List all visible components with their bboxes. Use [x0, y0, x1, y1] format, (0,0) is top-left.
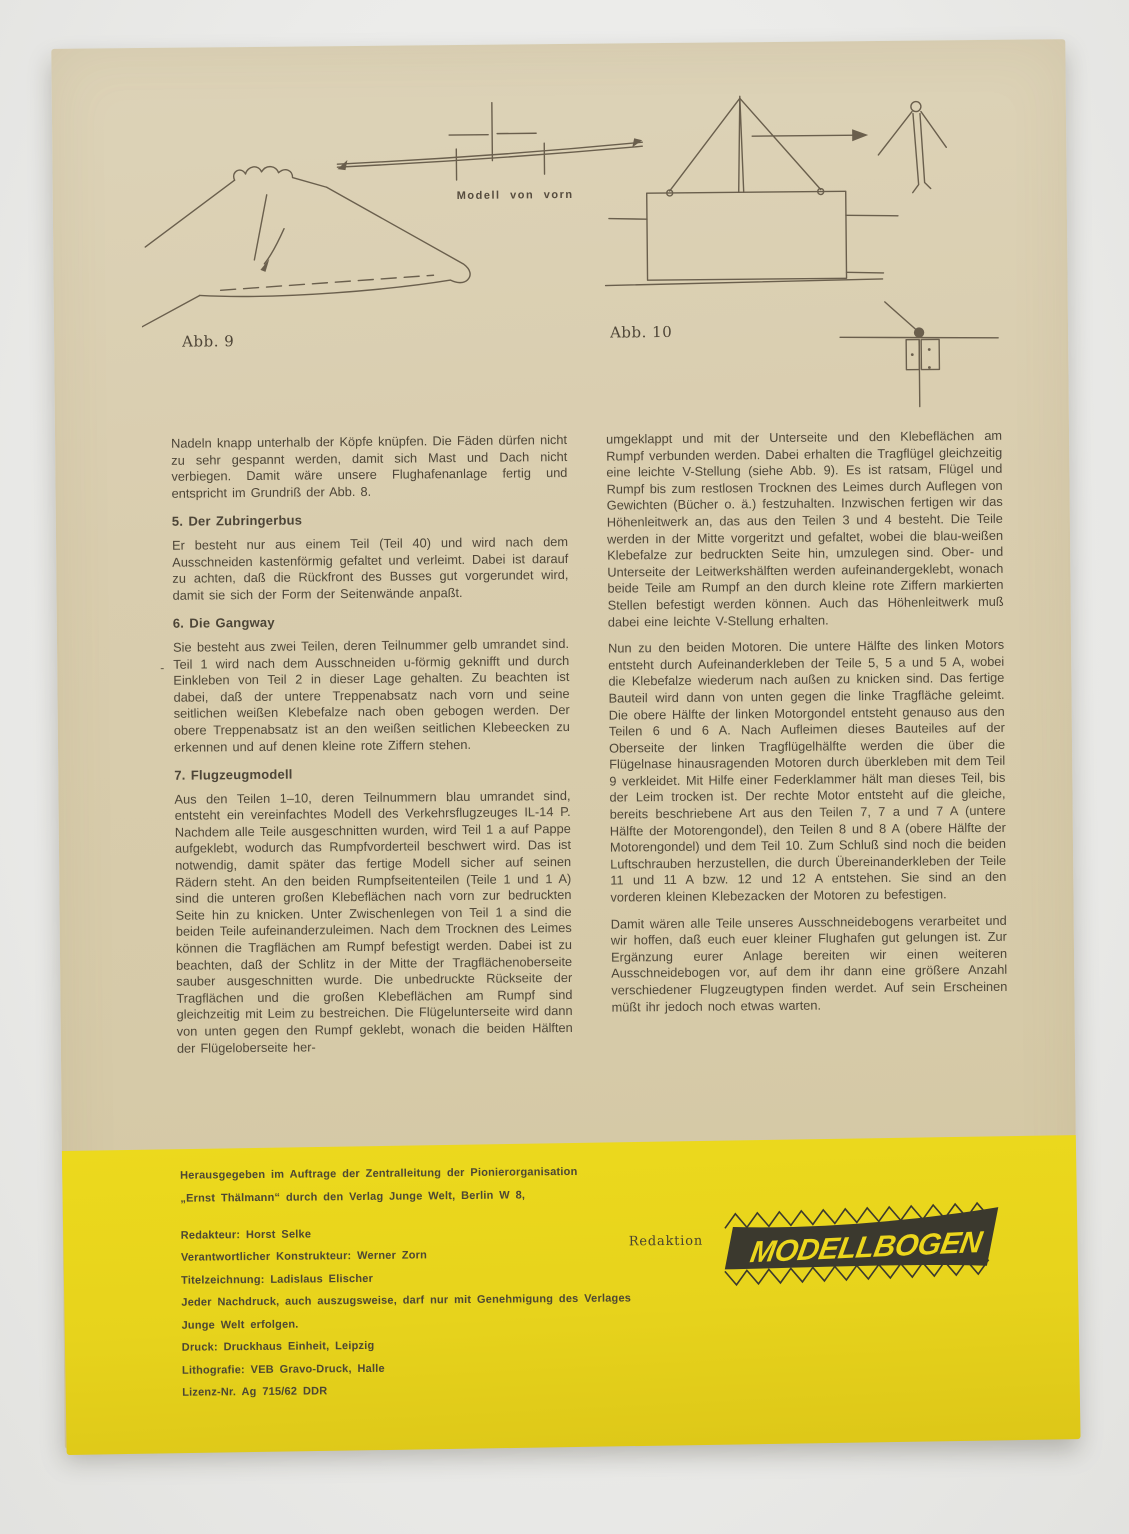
imprint-line: Junge Welt erfolgen.: [181, 1318, 299, 1332]
imprint-line: Verantwortlicher Konstrukteur: Werner Zorn: [180, 1249, 428, 1264]
figure-10-label: Abb. 10: [609, 322, 673, 342]
paragraph: Damit wären alle Teile unseres Ausschneidebogens verarbeitet und wir hoffen, daß euch euer kleiner Flughafen gut gelungen ist. Zur Ergänzung eurer Anlage bereiten wir einen weiteren Ausschneidebogen vor, auf dem ihr dann eine größere Anzahl verschiedener Flugzeugtypen finden werdet. Auf sein Erscheinen müßt ihr jedoch noch etwas warten.: [610, 912, 1008, 1015]
logo-text: MODELLBOGEN: [747, 1226, 985, 1270]
assembly-diagrams: [140, 73, 1035, 416]
imprint-block: [180, 1165, 662, 1409]
modellbogen-logo: [715, 1198, 1012, 1291]
section-heading-zubringerbus: 5. Der Zubringerbus: [171, 512, 303, 530]
figure-9-wing-sketch: [140, 165, 471, 330]
paragraph: Nadeln knapp unterhalb der Köpfe knüpfen. Die Fäden dürfen nicht zu sehr gespannt werden, damit sich Mast und Dach nicht verbiegen. Damit wäre unsere Flughafenanlage fertig und entspricht im Grundriß der Abb. 8.: [171, 431, 568, 501]
imprint-line: Redakteur: Horst Selke: [180, 1227, 312, 1242]
figure-knot-detail: [878, 101, 947, 193]
redaktion-label: Redaktion: [628, 1233, 704, 1250]
section-heading-gangway: 6. Die Gangway: [172, 615, 275, 632]
figure-10-building-sketch: [604, 95, 899, 286]
paragraph: Nun zu den beiden Motoren. Die untere Hälfte des linken Motors entsteht durch Aufeinanderkleben der Teile 5, 5 a und 5 A, wobei die Klebefalze wiederum nach außen zu knicken sind. Das fertige Bauteil wird dann von unten gegen die linke Tragfläche geleimt. Die obere Hälfte der linken Motorgondel entsteht genauso aus den Teilen 6 und 6 A. Nach Aufleimen dieses Bauteiles auf der Oberseite der linken Tragflügelhälfte werden die über die Flügelnase hinausragenden Motoren durch überkleben mit dem Teil 9 verkleidet. Mit Hilfe einer Federklammer hält man dieses Teil, bis der Leim trocken ist. Der rechte Motor entsteht auf die gleiche, bereits beschriebene Art aus den Teilen 7, 7 a und 7 A (untere Hälfte der Motorengondel), den Teilen 8 und 8 A (obere Hälfte der Motorengondel) und dem Teil 10. Zum Schluß sind noch die beiden Luftschrauben herzustellen, die durch Übereinanderkleben der Teile 11 und 11 A bzw. 12 und 12 A entstehen. Sie sind an den vorderen kleinen Klebezacken der Motoren zu befestigen.: [608, 636, 1007, 905]
section-heading-flugzeugmodell: 7. Flugzeugmodell: [174, 766, 293, 783]
paper-sheet: [51, 39, 1078, 1449]
imprint-line: Titelzeichnung: Ladislaus Elischer: [181, 1272, 374, 1287]
imprint-line: Lithografie: VEB Gravo-Druck, Halle: [181, 1362, 385, 1377]
paragraph: Aus den Teilen 1–10, deren Teilnummern blau umrandet sind, entsteht ein vereinfachtes Modell des Verkehrsflugzeuges IL-14 P. Nachdem alle Teile ausgeschnitten wurden, wird Teil 1 a auf Pappe aufgeklebt, wodurch das Rumpfvorderteil beschwert wird. Das ist notwendig, damit später das fertige Modell sicher auf seinen Rädern steht. An den beiden Rumpfseitenteilen (Teile 1 und 1 A) sind die unteren großen Klebeflächen nach vorn zur bedruckten Seite hin zu knicken. Unter Zwischenlegen von Teil 1 a sind die beiden Teile aufeinanderzuleimen. Nach dem Trocknen des Leimes können die Tragflächen am Rumpf befestigt werden. Dabei ist zu beachten, daß der Schlitz in der Mitte der Tragflächenoberseite sauber ausgeschnitten wurde. Die unbedruckte Rückseite der Tragflächen und die großen Klebeflächen am Rumpf sind gleichzeitig mit Leim zu bestreichen. Die Flügelunterseite wird dann von unten gegen den Rumpf geklebt, wonach die beiden Hälften der Flügeloberseite her-: [174, 787, 573, 1056]
front-view-caption: Modell von vorn: [456, 188, 574, 203]
imprint-line: Lizenz-Nr. Ag 715/62 DDR: [182, 1385, 328, 1399]
imprint-line: Herausgegeben im Auftrage der Zentralleitung der Pionierorganisation: [180, 1165, 578, 1182]
paragraph: umgeklappt und mit der Unterseite und den Klebeflächen am Rumpf verbunden werden. Dabei erhalten die Tragflügel gleichzeitig eine leichte V-Stellung (siehe Abb. 9). Es ist ratsam, Flügel und Rumpf bis zum restlosen Trocknen des Leimes durch Auflegen von Gewichten (Bücher o. ä.) festzuhalten. Inzwischen fertigen wir das Höhenleitwerk an, das aus den Teilen 3 und 4 besteht. Die Teile werden in der Mitte vorgeritzt und gefaltet, wobei die blau-weißen Klebefalze zur bedruckten Seite hin, umzulegen sind. Ober- und Unterseite der Leitwerkshälften werden aufeinandergeklebt, wonach beide Teile am Rumpf an den durch kleine rote Ziffern markierten Stellen befestigt werden können. Auch das Höhenleitwerk muß dabei eine leichte V-Stellung erhalten.: [606, 427, 1004, 630]
figure-hinge-detail: [840, 301, 999, 408]
text-column-right: [606, 428, 1008, 1026]
imprint-line: Druck: Druckhaus Einheit, Leipzig: [181, 1339, 375, 1354]
imprint-line: Jeder Nachdruck, auch auszugsweise, darf nur mit Genehmigung des Verlages: [181, 1292, 632, 1309]
figure-9-label: Abb. 9: [182, 332, 235, 351]
margin-print-mark: -: [160, 660, 165, 675]
paragraph: Er besteht nur aus einem Teil (Teil 40) und wird nach dem Ausschneiden kastenförmig gefaltet und verleimt. Dabei ist darauf zu achten, daß die Rückfront des Busses gut vorgerundet wird, damit sie sich der Form der Seitenwände anpaßt.: [172, 533, 569, 603]
imprint-line: „Ernst Thälmann“ durch den Verlag Junge Welt, Berlin W 8,: [180, 1188, 526, 1205]
text-column-left: [171, 432, 573, 1067]
figure-front-view-sketch: [337, 101, 643, 181]
paragraph: Sie besteht aus zwei Teilen, deren Teilnummer gelb umrandet sind. Teil 1 wird nach dem Ausschneiden u-förmig geknifft und durch Einkleben von Teil 2 in dieser Lage gehalten. Zu beachten ist dabei, daß der untere Treppenabsatz nach vorn und seine seitlichen weißen Klebefalze nach oben gebogen werden. Der obere Treppenabsatz ist an den weißen seitlichen Klebeecken zu erkennen und auf denen kleine rote Ziffern stehen.: [172, 635, 570, 755]
